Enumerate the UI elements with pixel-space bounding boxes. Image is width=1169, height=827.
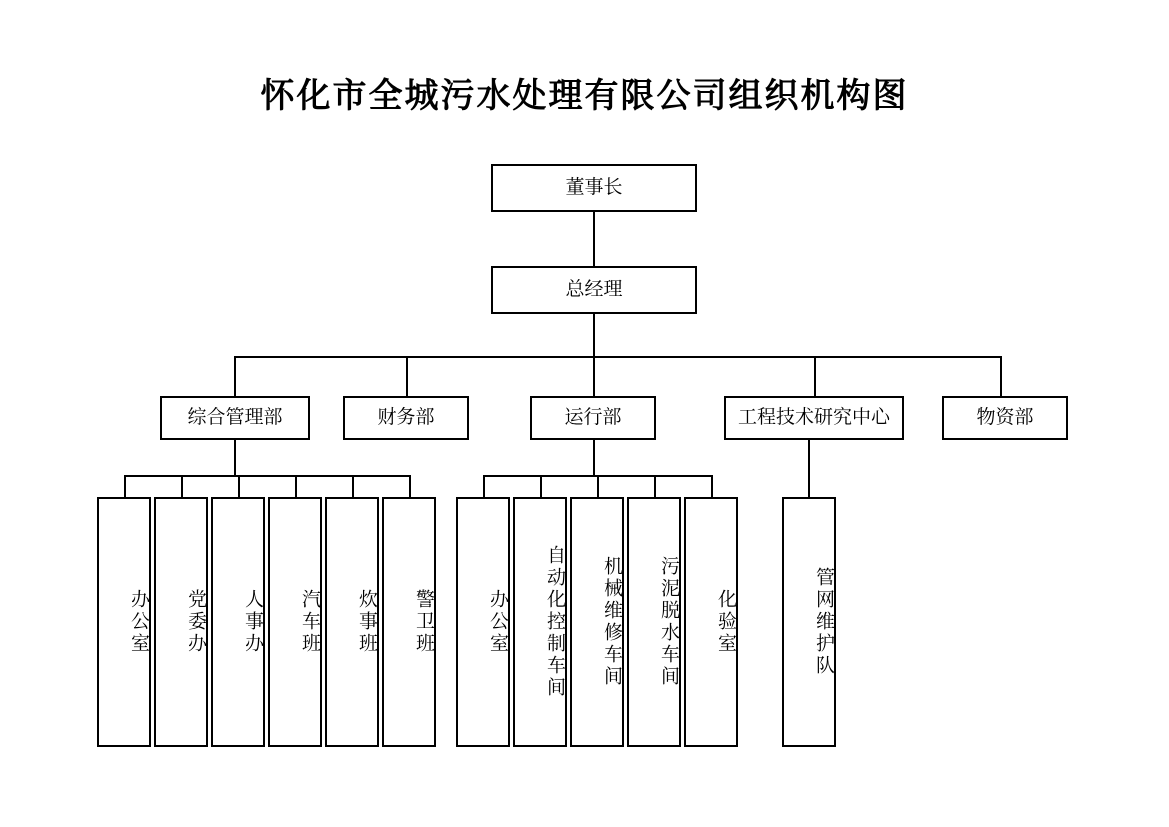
page-title: 怀化市全城污水处理有限公司组织机构图: [260, 76, 909, 116]
node-op-mechanical[interactable]: 机械维修车间: [570, 497, 624, 747]
node-admin-party[interactable]: 党委办: [154, 497, 208, 747]
edge-gm-drop: [593, 314, 595, 356]
edge-drop-operation: [593, 356, 595, 396]
node-op-sludge[interactable]: 污泥脱水车间: [627, 497, 681, 747]
edge-operation-drop-4: [654, 475, 656, 497]
edge-admin-drop: [234, 440, 236, 475]
edge-engineering-drop: [808, 440, 810, 497]
node-dept-materials[interactable]: 物资部: [942, 396, 1068, 440]
node-dept-finance[interactable]: 财务部: [343, 396, 469, 440]
node-general-manager[interactable]: 总经理: [491, 266, 697, 314]
node-admin-kitchen[interactable]: 炊事班: [325, 497, 379, 747]
node-op-automation[interactable]: 自动化控制车间: [513, 497, 567, 747]
edge-drop-admin: [234, 356, 236, 396]
edge-chairman-to-gm: [593, 212, 595, 266]
node-op-office[interactable]: 办公室: [456, 497, 510, 747]
edge-admin-drop-3: [238, 475, 240, 497]
edge-operation-drop-5: [711, 475, 713, 497]
edge-drop-materials: [1000, 356, 1002, 396]
edge-operation-drop: [593, 440, 595, 475]
edge-drop-engineering: [814, 356, 816, 396]
node-admin-hr[interactable]: 人事办: [211, 497, 265, 747]
node-op-lab[interactable]: 化验室: [684, 497, 738, 747]
node-dept-operation[interactable]: 运行部: [530, 396, 656, 440]
edge-drop-finance: [406, 356, 408, 396]
node-admin-vehicle[interactable]: 汽车班: [268, 497, 322, 747]
edge-admin-bus: [124, 475, 410, 477]
edge-level3-bus: [234, 356, 1002, 358]
edge-operation-drop-1: [483, 475, 485, 497]
node-admin-guard[interactable]: 警卫班: [382, 497, 436, 747]
edge-operation-drop-2: [540, 475, 542, 497]
edge-admin-drop-6: [409, 475, 411, 497]
edge-operation-drop-3: [597, 475, 599, 497]
edge-admin-drop-1: [124, 475, 126, 497]
edge-admin-drop-5: [352, 475, 354, 497]
node-chairman[interactable]: 董事长: [491, 164, 697, 212]
node-dept-engineering[interactable]: 工程技术研究中心: [724, 396, 904, 440]
edge-admin-drop-4: [295, 475, 297, 497]
node-admin-office[interactable]: 办公室: [97, 497, 151, 747]
node-eng-pipeline[interactable]: 管网维护队: [782, 497, 836, 747]
node-dept-admin[interactable]: 综合管理部: [160, 396, 310, 440]
edge-admin-drop-2: [181, 475, 183, 497]
